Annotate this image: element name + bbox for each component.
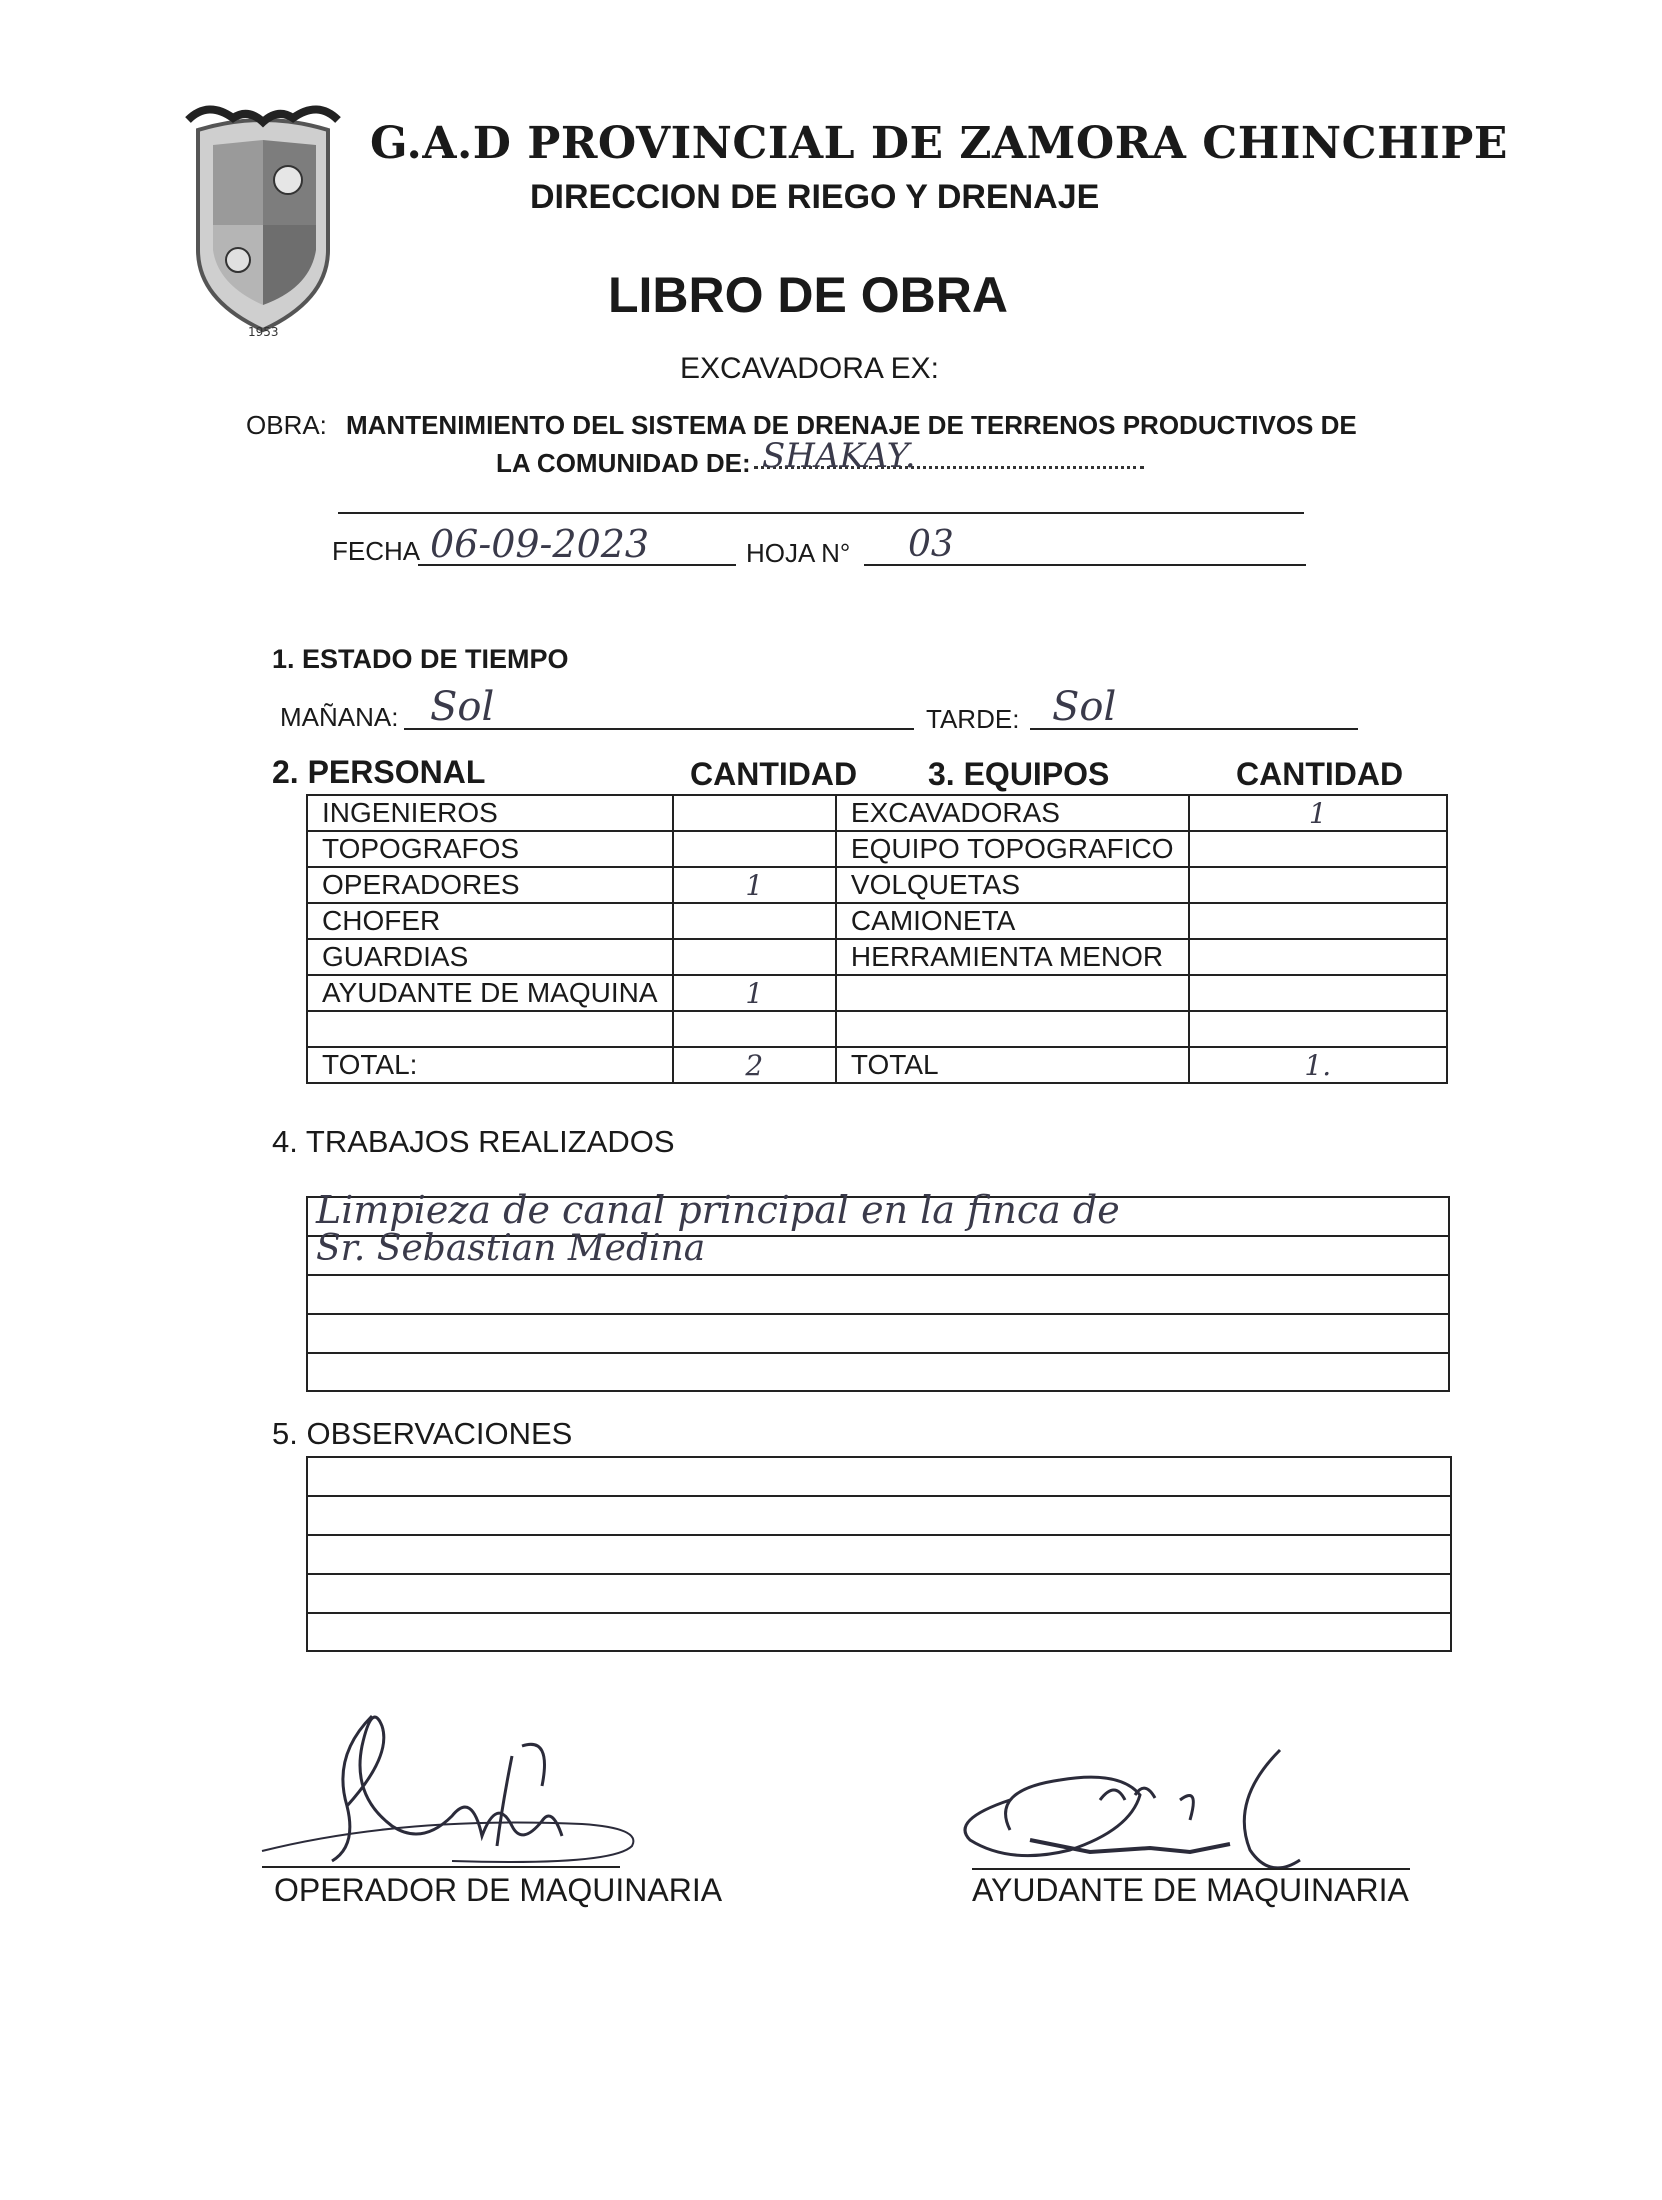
personal-value[interactable]: 1 <box>673 975 836 1011</box>
excavator-label: EXCAVADORA EX: <box>680 352 939 385</box>
equipo-label: VOLQUETAS <box>836 867 1189 903</box>
fecha-label: FECHA <box>332 536 421 566</box>
organization-title: G.A.D PROVINCIAL DE ZAMORA CHINCHIPE <box>370 118 1508 169</box>
personal-total-value[interactable]: 2 <box>673 1047 836 1083</box>
helper-signature-line <box>972 1868 1410 1870</box>
equipo-label: HERRAMIENTA MENOR <box>836 939 1189 975</box>
equipo-value[interactable] <box>1189 903 1448 939</box>
equipo-value[interactable] <box>1189 831 1448 867</box>
equipos-heading: 3. EQUIPOS <box>928 756 1110 792</box>
hoja-value[interactable]: 03 <box>908 524 954 565</box>
equipo-label <box>836 975 1189 1011</box>
document-title: LIBRO DE OBRA <box>608 267 1008 323</box>
personal-label: CHOFER <box>307 903 673 939</box>
equipos-cantidad-heading: CANTIDAD <box>1236 756 1404 792</box>
hoja-label: HOJA N° <box>746 538 851 568</box>
personal-heading: 2. PERSONAL <box>272 754 486 790</box>
morning-label: MAÑANA: <box>280 702 399 732</box>
personal-cantidad-heading: CANTIDAD <box>690 756 858 792</box>
observaciones-heading: 5. OBSERVACIONES <box>272 1416 573 1451</box>
personal-label: TOPOGRAFOS <box>307 831 673 867</box>
personal-value[interactable] <box>673 903 836 939</box>
morning-value[interactable]: Sol <box>430 684 495 730</box>
obra-underline <box>338 512 1304 514</box>
personal-label: GUARDIAS <box>307 939 673 975</box>
trabajos-line1[interactable]: Limpieza de canal principal en la finca de <box>316 1188 1120 1232</box>
operator-signature-label: OPERADOR DE MAQUINARIA <box>274 1872 723 1908</box>
table-row <box>307 903 1447 939</box>
table-row <box>307 975 1447 1011</box>
equipo-label: EQUIPO TOPOGRAFICO <box>836 831 1189 867</box>
personal-value[interactable] <box>673 795 836 831</box>
table-row <box>307 939 1447 975</box>
equipo-label <box>836 1011 1189 1047</box>
obra-label: OBRA: <box>246 410 327 440</box>
personal-label: INGENIEROS <box>307 795 673 831</box>
personal-value[interactable] <box>673 831 836 867</box>
operator-signature <box>252 1696 672 1876</box>
equipo-value[interactable]: 1 <box>1189 795 1448 831</box>
obra-description-line1: MANTENIMIENTO DEL SISTEMA DE DRENAJE DE TERRENOS PRODUCTIVOS DE <box>346 410 1357 440</box>
weather-heading: 1. ESTADO DE TIEMPO <box>272 644 569 674</box>
community-value[interactable]: SHAKAY. <box>762 436 916 476</box>
table-row <box>307 867 1447 903</box>
personal-label <box>307 1011 673 1047</box>
equipo-value[interactable] <box>1189 1011 1448 1047</box>
department-subtitle: DIRECCION DE RIEGO Y DRENAJE <box>530 178 1100 216</box>
personal-label: AYUDANTE DE MAQUINA <box>307 975 673 1011</box>
helper-signature-label: AYUDANTE DE MAQUINARIA <box>972 1872 1409 1908</box>
table-row <box>307 831 1447 867</box>
personal-value[interactable] <box>673 939 836 975</box>
equipo-label: CAMIONETA <box>836 903 1189 939</box>
provincial-crest-logo <box>178 100 348 340</box>
trabajos-line2[interactable]: Sr. Sebastian Medina <box>316 1228 706 1269</box>
obra-description-line2: LA COMUNIDAD DE: <box>496 448 751 478</box>
personnel-equipment-table <box>306 794 1448 1084</box>
crest-year: 1953 <box>248 325 279 339</box>
equipos-total-value[interactable]: 1. <box>1189 1047 1448 1083</box>
personal-total-label: TOTAL: <box>307 1047 673 1083</box>
equipo-value[interactable] <box>1189 939 1448 975</box>
personal-label: OPERADORES <box>307 867 673 903</box>
equipos-total-label: TOTAL <box>836 1047 1189 1083</box>
equipo-label: EXCAVADORAS <box>836 795 1189 831</box>
operator-signature-line <box>262 1866 620 1868</box>
trabajos-heading: 4. TRABAJOS REALIZADOS <box>272 1124 675 1159</box>
observaciones-lines-box[interactable] <box>306 1456 1452 1652</box>
table-row <box>307 795 1447 831</box>
table-row <box>307 1011 1447 1047</box>
fecha-value[interactable]: 06-09-2023 <box>430 522 650 566</box>
afternoon-label: TARDE: <box>926 704 1020 734</box>
equipo-value[interactable] <box>1189 975 1448 1011</box>
afternoon-value[interactable]: Sol <box>1052 684 1117 730</box>
table-total-row <box>307 1047 1447 1083</box>
equipo-value[interactable] <box>1189 867 1448 903</box>
personal-value[interactable] <box>673 1011 836 1047</box>
personal-value[interactable]: 1 <box>673 867 836 903</box>
